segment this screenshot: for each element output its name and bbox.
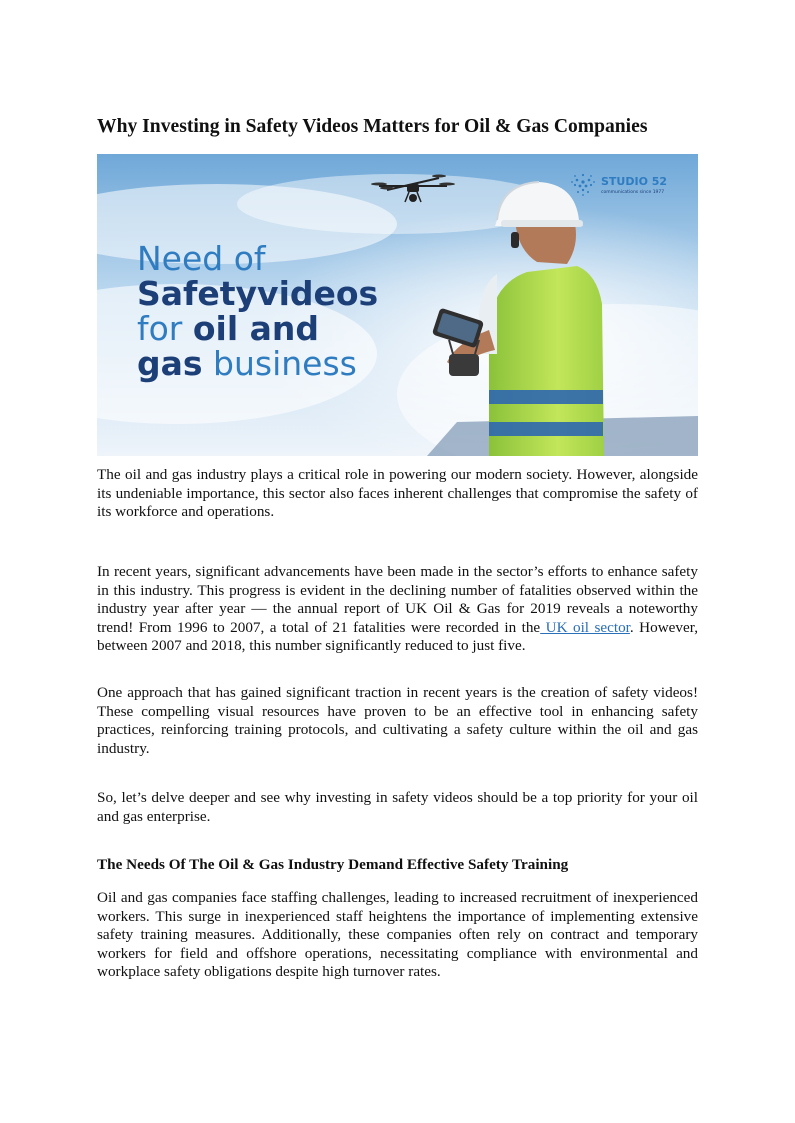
hero-line-3: for oil and (137, 309, 320, 348)
hero-line-2: Safetyvideos (137, 274, 379, 313)
page-title: Why Investing in Safety Videos Matters for Oil & Gas Companies (97, 116, 648, 137)
paragraph-safety-videos: One approach that has gained significant traction in recent years is the creation of safety videos! These compelling visual resources have proven to be an effective tool in enhancing safety practices, reinforcing training protocols, and cultivating a safety culture within the oil and gas industry. (97, 684, 698, 757)
uk-oil-sector-link[interactable]: UK oil sector (540, 618, 630, 636)
paragraph-fatalities: In recent years, significant advancements have been made in the sector’s efforts to enhance safety in this industry. This progress is evident in the declining number of fatalities observed within the industry year after year — the annual report of UK Oil & Gas for 2019 reveals a noteworthy trend! From 1996 to 2007, a total of 21 fatalities were recorded in the UK oil sector. However, between 2007 and 2018, this number significantly reduced to just five. (97, 563, 698, 655)
hero-line-4: gas business (137, 344, 357, 383)
section-heading: The Needs Of The Oil & Gas Industry Demand Effective Safety Training (97, 856, 569, 873)
paragraph-delve-deeper: So, let’s delve deeper and see why investing in safety videos should be a top priority for your oil and gas enterprise. (97, 789, 698, 825)
paragraph-intro: The oil and gas industry plays a critical role in powering our modern society. However, alongside its undeniable importance, this sector also faces inherent challenges that compromise the safety of its workforce and operations. (97, 466, 698, 521)
hero-image (97, 154, 698, 456)
logo-tagline: communications since 1977 (601, 190, 665, 195)
logo-name: STUDIO 52 (601, 175, 668, 188)
paragraph-staffing: Oil and gas companies face staffing challenges, leading to increased recruitment of inexperienced workers. This surge in inexperienced staff heightens the importance of implementing extensive safety training measures. Additionally, these companies often rely on contract and temporary workers for field and offshore operations, necessitating compliance with environmental and workplace safety obligations despite high turnover rates. (97, 889, 698, 981)
hero-line-1: Need of (137, 239, 266, 278)
